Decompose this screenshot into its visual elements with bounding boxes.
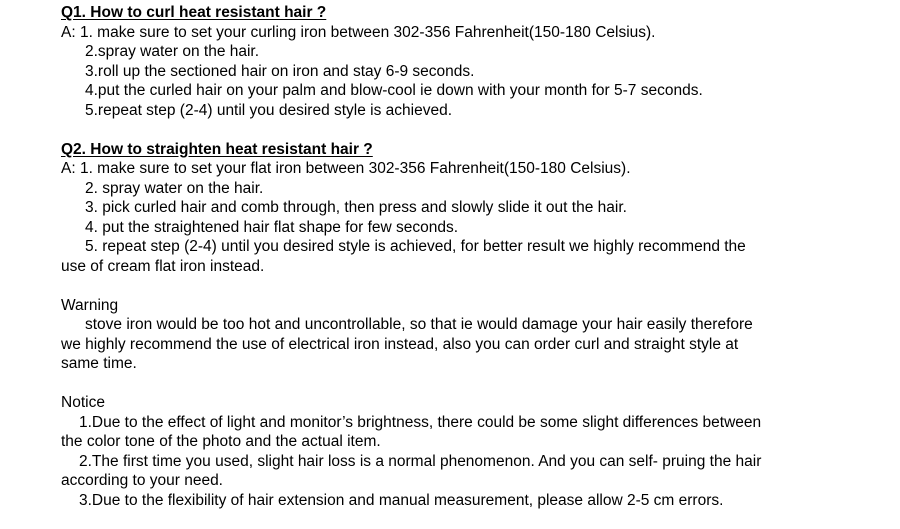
warning-line-2: we highly recommend the use of electrical iron instead, also you can order curl and straight style at [61,335,739,353]
q2-answer-step-2: 2. spray water on the hair. [85,179,264,197]
notice-item-2-continued: according to your need. [61,472,223,489]
warning-line-3: same time. [61,355,137,372]
q2-heading: Q2. How to straighten heat resistant hair ? [61,140,373,158]
notice-item-1: 1.Due to the effect of light and monitor’s brightness, there could be some slight differences between [79,413,762,431]
q1-answer-step-1: A: 1. make sure to set your curling iron between 302-356 Fahrenheit(150-180 Celsius). [61,23,656,41]
q1-answer-step-2: 2.spray water on the hair. [85,43,260,60]
notice-item-1-continued: the color tone of the photo and the actual item. [61,433,381,450]
section-spacer [61,120,861,140]
q2-answer-step-5-continued: use of cream flat iron instead. [61,257,265,275]
q2-answer-prefix: A: [61,160,80,177]
q2-answer-step-3: 3. pick curled hair and comb through, then press and slowly slide it out the hair. [85,199,627,216]
q1-answer-step-4: 4.put the curled hair on your palm and blow-cool ie down with your month for 5-7 seconds. [85,82,703,99]
q1-answer-step-5: 5.repeat step (2-4) until you desired style is achieved. [85,101,453,119]
section-spacer [61,276,861,296]
notice-title: Notice [61,394,105,411]
warning-title: Warning [61,296,119,314]
faq-document [61,3,861,510]
q2-answer-step-5: 5. repeat step (2-4) until you desired style is achieved, for better result we highly recommend the [85,238,746,255]
q1-heading: Q1. How to curl heat resistant hair ? [61,4,327,21]
notice-item-2: 2.The first time you used, slight hair loss is a normal phenomenon. And you can self- pruing the hair [79,452,762,470]
warning-line-1: stove iron would be too hot and uncontrollable, so that ie would damage your hair easily therefore [85,316,753,333]
q1-answer-step-3: 3.roll up the sectioned hair on iron and stay 6-9 seconds. [85,62,475,80]
q1-answer-prefix: A: [61,23,80,41]
q2-answer-step-4: 4. put the straightened hair flat shape for few seconds. [85,218,459,236]
notice-item-3: 3.Due to the flexibility of hair extension and manual measurement, please allow 2-5 cm errors. [79,491,724,509]
q2-answer-step-1: A: 1. make sure to set your flat iron between 302-356 Fahrenheit(150-180 Celsius). [61,160,631,177]
section-spacer [61,374,861,394]
